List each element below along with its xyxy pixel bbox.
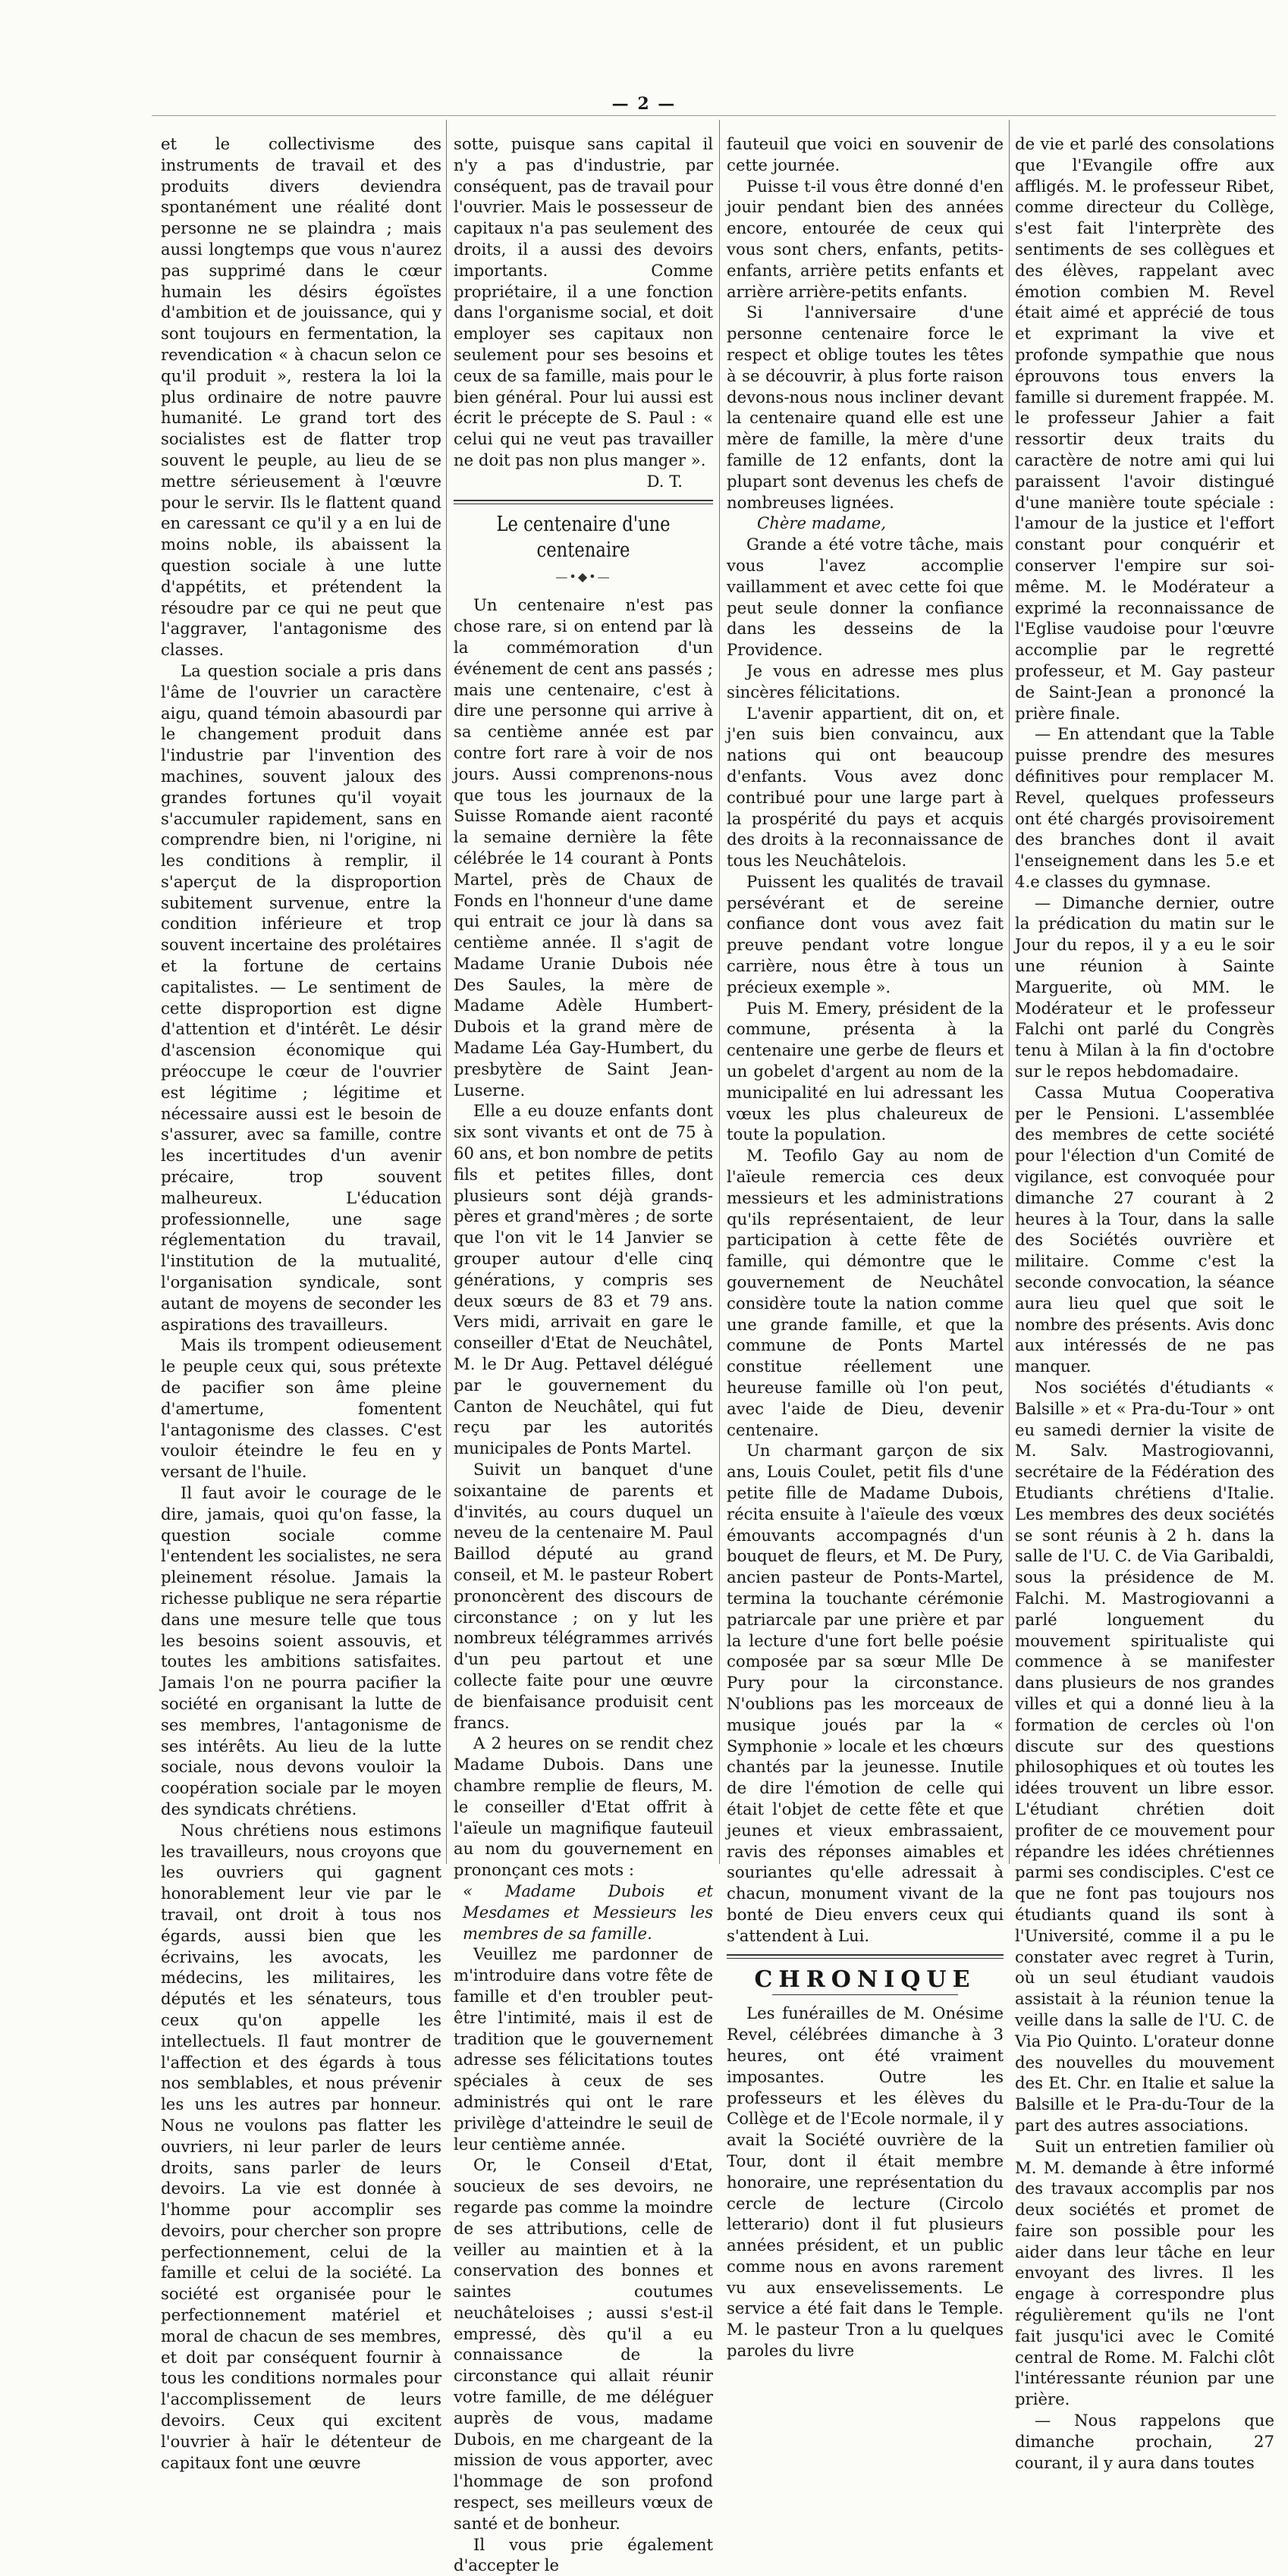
paragraph: de vie et parlé des consolations que l'Evangile offre aux affligés. M. le professeur Ribet, comme directeur du Collège, s'est fait l'interprète des sentiments de ses collègues et des élèves, rappelant avec émotion combien M. Revel était aimé et apprécié de tous et exprimant la vive et profonde sympathie que nous éprouvons tous envers la famille si durement frappée. M. le professeur Jahier a fait ressortir deux traits du caractère de notre ami qui lui paraissent l'avoir distingué d'une manière toute spéciale : l'amour de la justice et l'effort constant pour conquérir et conserver l'empire sur soi-même. M. le Modérateur a exprimé la reconnaissance de l'Eglise vaudoise pour l'œuvre accomplie par le regretté professeur, et M. Gay pasteur de Saint-Jean a prononcé la prière finale. [1015, 134, 1274, 723]
paragraph: sotte, puisque sans capital il n'y a pas d'industrie, par conséquent, pas de travail pour l'ouvrier. Mais le possesseur de capitaux n'a pas seulement des droits, il a aussi des devoirs importants. Comme propriétaire, il a une fonction dans l'organisme social, et doit employer ses capitaux non seulement pour ses besoins et ceux de sa famille, mais pour le bien général. Pour lui aussi est écrit le précepte de S. Paul : « celui qui ne veut pas travailler ne doit pas non plus manger ». [454, 134, 713, 469]
paragraph: — En attendant que la Table puisse prendre des mesures définitives pour remplacer M. Revel, quelques professeurs ont été chargés provisoirement des branches dont il avait l'enseignement dans les 5.e et 4.e classes du gymnase. [1015, 724, 1274, 891]
paragraph: Il vous prie également d'accepter le [454, 2534, 713, 2575]
paragraph: Suit un entretien familier où M. M. demande à être informé des travaux accomplis par nos deux sociétés et promet de faire son possible pour les aider dans leur tâche en leur envoyant des livres. Il les engage à correspondre plus régulièrement qu'ils ne l'ont fait jusqu'ici avec le Comité central de Rome. M. Falchi clôt l'intéressante réunion par une prière. [1015, 2136, 1274, 2409]
paragraph: Cassa Mutua Cooperativa per le Pensioni. L'assemblée des membres de cette société pour l'élection d'un Comité de vigilance, est convoquée pour dimanche 27 courant à 2 heures à la Tour, dans la salle des Sociétés ouvrière et militaire. Comme c'est la seconde convocation, la séance aura lieu quel que soit le nombre des présents. Avis donc aux intéressés de ne pas manquer. [1015, 1082, 1274, 1376]
salutation: Chère madame, [757, 513, 887, 533]
author-signature: D. T. [646, 471, 683, 491]
paragraph: Mais ils trompent odieusement le peuple ceux qui, sous prétexte de pacifier son âme pleine d'amertume, fomentent l'antagonisme des classes. C'est vouloir éteindre le feu en y versant de l'huile. [161, 1335, 441, 1482]
section-heading-chronique: CHRONIQUE [754, 1966, 976, 1993]
paragraph: Un charmant garçon de six ans, Louis Coulet, petit fils d'une petite fille de Madame Dubois, récita ensuite à l'aïeule des vœux émouvants accompagnés d'un bouquet de fleurs, et M. De Pury, ancien pasteur de Ponts-Martel, termina la touchante cérémonie patriarcale par une prière et par la lecture d'une fort belle poésie composée par sa sœur Mlle De Pury pour la circonstance. N'oublions pas les morceaux de musique joués par la « Symphonie » locale et les chœurs chantés par la jeunesse. Inutile de dire l'émotion de celle qui était l'objet de cette fête et que jeunes et vieux embrassaient, ravis des réponses aimables et souriantes qu'elle adressait à chacun, monument vivant de la bonté de Dieu envers ceux qui s'attendent à Lui. [727, 1441, 1004, 1945]
paragraph: — Dimanche dernier, outre la prédication du matin sur le Jour du repos, il y a eu le soir une réunion à Sainte Marguerite, où MM. le Modérateur et le professeur Falchi ont parlé du Congrès tenu à Milan à la fin d'octobre sur le repos hebdomadaire. [1015, 893, 1274, 1081]
column-4 [1015, 133, 1274, 2472]
column-rule [719, 120, 720, 1864]
paragraph: — Nous rappelons que dimanche prochain, 27 courant, il y aura dans toutes [1015, 2411, 1274, 2472]
paragraph: Or, le Conseil d'Etat, soucieux de ses devoirs, ne regarde pas comme la moindre de ses attributions, celle de veiller au maintien et à la conservation des bonnes et saintes coutumes neuchâteloises ; aussi s'est-il empressé, dès qu'il a eu connaissance de la circonstance qui allait réunir votre famille, de me déléguer auprès de vous, madame Dubois, en me chargeant de la mission de vous apporter, avec l'hommage de son profond respect, ses meilleurs vœux de santé et de bonheur. [454, 2155, 713, 2533]
paragraph: Puissent les qualités de travail persévérant et de sereine confiance dont vous avez fait preuve pendant votre longue carrière, nous être à tous un précieux exemple ». [727, 871, 1004, 996]
paragraph: Les funérailles de M. Onésime Revel, célébrées dimanche à 3 heures, ont été vraiment imposantes. Outre les professeurs et les élèves du Collège et de l'Ecole normale, il y avait la Société ouvrière de la Tour, dont il était membre honoraire, une représentation du cercle de lecture (Circolo letterario) dont il fut plusieurs années président, et un public comme nous en avons rarement vu aux ensevelissements. Le service a été fait dans le Temple. M. le pasteur Tron a lu quelques paroles du livre [727, 2003, 1004, 2361]
paragraph: Je vous en adresse mes plus sincères félicitations. [727, 660, 1004, 701]
paragraph: fauteuil que voici en souvenir de cette journée. [727, 134, 1004, 174]
quoted-address: « Madame Dubois et Mesdames et Messieurs les membres de sa famille. [463, 1881, 713, 1943]
column-rule [1009, 120, 1010, 1864]
paragraph: Grande a été votre tâche, mais vous l'avez accomplie vaillamment et avec cette foi que peut seule donner la confiance dans les desseins de la Providence. [727, 535, 1004, 660]
paragraph: Il faut avoir le courage de le dire, jamais, quoi qu'on fasse, la question sociale comme l'entendent les socialistes, ne sera pleinement résolue. Jamais la richesse publique ne sera répartie dans une mesure telle que tous les besoins soient assouvis, et toutes les ambitions satisfaites. Jamais l'on ne pourra pacifier la société en organisant la lutte de ses membres, l'antagonisme de ses intérêts. Au lieu de la lutte sociale, nous devons vouloir la coopération sociale par le moyen des syndicats chrétiens. [161, 1483, 441, 1818]
header-rule [152, 115, 1276, 116]
column-1 [161, 133, 441, 2472]
section-divider [727, 1954, 1004, 1959]
paragraph: Un centenaire n'est pas chose rare, si on entend par là la commémoration d'un événement de cent ans passés ; mais une centenaire, c'est à dire une personne qui arrive à sa centième année est par contre fort rare à voir de nos jours. Aussi comprenons-nous que tous les journaux de la Suisse Romande aient raconté la semaine dernière la fête célébrée le 14 courant à Ponts Martel, près de Chaux de Fonds en l'honneur d'une dame qui entrait ce jour là dans sa centième année. Il s'agit de Madame Uranie Dubois née Des Saules, la mère de Madame Adèle Humbert-Dubois et la grand mère de Madame Léa Gay-Humbert, du presbytère de Saint Jean-Luserne. [454, 595, 713, 1100]
paragraph: Suivit un banquet d'une soixantaine de parents et d'invités, au cours duquel un neveu de la centenaire M. Paul Baillod député au grand conseil, et M. le pasteur Robert prononcèrent des discours de circonstance ; on y lut les nombreux télégrammes arrivés d'un peu partout et une collecte faite pour une œuvre de bienfaisance produisit cent francs. [454, 1460, 713, 1732]
paragraph: L'avenir appartient, dit on, et j'en suis bien convaincu, aux nations qui ont beaucoup d'enfants. Vous avez donc contribué pour une large part à la prospérité du pays et acquis des droits à la reconnaissance de tous les Neuchâtelois. [727, 703, 1004, 871]
paragraph: Nous chrétiens nous estimons les travailleurs, nous croyons que les ouvriers qui gagnent honorablement leur vie par le travail, ont droit à tous nos égards, aussi bien que les écrivains, les avocats, les médecins, les militaires, les députés et les sénateurs, tous ceux qu'on appelle les intellectuels. Il faut montrer de l'affection et des égards à tous nos semblables, et nous prévenir les uns les autres par honneur. Nous ne voulons pas flatter les ouvriers, ni leur parler de leurs droits, sans parler de leurs devoirs. La vie est donnée à l'homme pour accomplir ses devoirs, pour chercher son propre perfectionnement, celui de la famille et celui de la société. La société est organisée pour le perfectionnement matériel et moral de chacun de ses membres, et doit par conséquent fournir à tous les conditions normales pour l'accomplissement de leurs devoirs. Ceux qui excitent l'ouvrier à haïr le détenteur de capitaux font une œuvre [161, 1820, 441, 2472]
paragraph: Puis M. Emery, président de la commune, présenta à la centenaire une gerbe de fleurs et un gobelet d'argent au nom de la municipalité en lui adressant les vœux les plus chaleureux de toute la population. [727, 998, 1004, 1144]
paragraph: Puisse t-il vous être donné d'en jouir pendant bien des années encore, entourée de ceux qui vous sont chers, enfants, petits-enfants, arrière petits enfants et arrière arrière-petits enfants. [727, 176, 1004, 301]
column-rule [446, 120, 447, 1864]
column-3 [727, 133, 1004, 2361]
paragraph: Si l'anniversaire d'une personne centenaire force le respect et oblige toutes les têtes à se découvrir, à plus forte raison devons-nous nous incliner devant la centenaire quand elle est une mère de famille, la mère d'une famille de 12 enfants, dont la plupart sont devenus les chefs de nombreuses lignées. [727, 303, 1004, 512]
column-2 [454, 133, 713, 2575]
paragraph: La question sociale a pris dans l'âme de l'ouvrier un caractère aigu, quand témoin abasourdi par le changement produit dans l'industrie par l'invention des machines, souvent jaloux des grandes fortunes qu'il voyait s'accumuler rapidement, sans en comprendre bien, ni l'origine, ni les conditions à remplir, il s'aperçut de la disproportion subitement survenue, entre la condition inférieure et trop souvent incertaine des prolétaires et la fortune de certains capitalistes. — Le sentiment de cette disproportion est digne d'attention et d'intérêt. Le désir d'ascension économique qui préoccupe le cœur de l'ouvrier est légitime ; légitime et nécessaire aussi est le besoin de s'assurer, avec sa famille, contre les incertitudes d'un avenir précaire, trop souvent malheureux. L'éducation professionnelle, une sage réglementation du travail, l'institution de la mutualité, l'organisation syndicale, sont autant de moyens de seconder les aspirations des travailleurs. [161, 660, 441, 1334]
paragraph: Elle a eu douze enfants dont six sont vivants et ont de 75 à 60 ans, et bon nombre de petits fils et petites filles, dont plusieurs sont déjà grands-pères et grand'mères ; de sorte que l'on vit le 14 Janvier se grouper autour d'elle cinq générations, y compris ses deux sœurs de 83 et 79 ans. Vers midi, arrivait en gare le conseiller d'Etat de Neuchâtel, M. le Dr Aug. Pettavel délégué par le gouvernement du Canton de Neuchâtel, qui fut reçu par les autorités municipales de Ponts Martel. [454, 1101, 713, 1458]
paragraph: et le collectivisme des instruments de travail et des produits divers deviendra spontanément une réalité dont personne ne se plaindra ; mais aussi longtemps que vous n'aurez pas supprimé dans le cœur humain les désirs égoïstes d'ambition et de jouissance, qui y sont toujours en fermentation, la revendication « à chacun selon ce qu'il produit », restera la loi la plus ordinaire de notre pauvre humanité. Le grand tort des socialistes est de flatter trop souvent le peuple, au lieu de se mettre sérieusement à l'œuvre pour le servir. Ils le flattent quand en caressant ce qu'il y a en lui de moins noble, ils abaissent la question sociale à une lutte d'appétits, et prétendent la résoudre par ce qui ne peut que l'aggraver, l'antagonisme des classes. [161, 134, 441, 660]
page-number: — 2 — [611, 94, 677, 114]
section-divider [454, 500, 713, 504]
paragraph: M. Teofilo Gay au nom de l'aïeule remercia ces deux messieurs et les administrations qu'ils représentaient, de leur participation à cette fête de famille, qui démontre que le gouvernement de Neuchâtel considère toute la nation comme une grande famille, et que la commune de Ponts Martel constitue réellement une heureuse famille où l'on peut, avec l'aide de Dieu, devenir centenaire. [727, 1146, 1004, 1439]
ornament-divider: —•◆•— [555, 569, 611, 584]
article-headline: Le centenaire d'une centenaire [496, 512, 671, 562]
paragraph: Nos sociétés d'étudiants « Balsille » et « Pra-du-Tour » ont eu samedi dernier la visite de M. Salv. Mastrogiovanni, secrétaire de la Fédération des Etudiants chrétiens d'Italie. Les membres des deux sociétés se sont réunis à 2 h. dans la salle de l'U. C. de Via Garibaldi, sous la présidence de M. Falchi. M. Mastrogiovanni a parlé longuement du mouvement spiritualiste qui commence à se manifester dans plusieurs de nos grandes villes et qui a donné lieu à la formation de cercles où l'on discute sur des questions philosophiques et où toutes les idées trouvent un libre essor. L'étudiant chrétien doit profiter de ce mouvement pour répandre les idées chrétiennes parmi ses condisciples. C'est ce que ne font pas toujours nos étudiants quand ils sont à l'Université, comme il a pu le constater avec regret à Turin, où un seul étudiant vaudois assistait à la réunion tenue la veille dans la salle de l'U. C. de Via Pio Quinto. L'orateur donne des nouvelles du mouvement des Et. Chr. en Italie et salue la Balsille et le Pra-du-Tour de la part des autres associations. [1015, 1378, 1274, 2135]
paragraph: A 2 heures on se rendit chez Madame Dubois. Dans une chambre remplie de fleurs, M. le conseiller d'Etat offrit à l'aïeule un magnifique fauteuil au nom du gouvernement en prononçant ces mots : [454, 1734, 713, 1880]
section-divider [772, 1994, 958, 1995]
paragraph: Veuillez me pardonner de m'introduire dans votre fête de famille et d'en troubler peut-être l'intimité, mais il est de tradition que le gouvernement adresse ses félicitations toutes spéciales à ceux de ses administrés qui ont le rare privilège d'atteindre le seuil de leur centième année. [454, 1944, 713, 2154]
